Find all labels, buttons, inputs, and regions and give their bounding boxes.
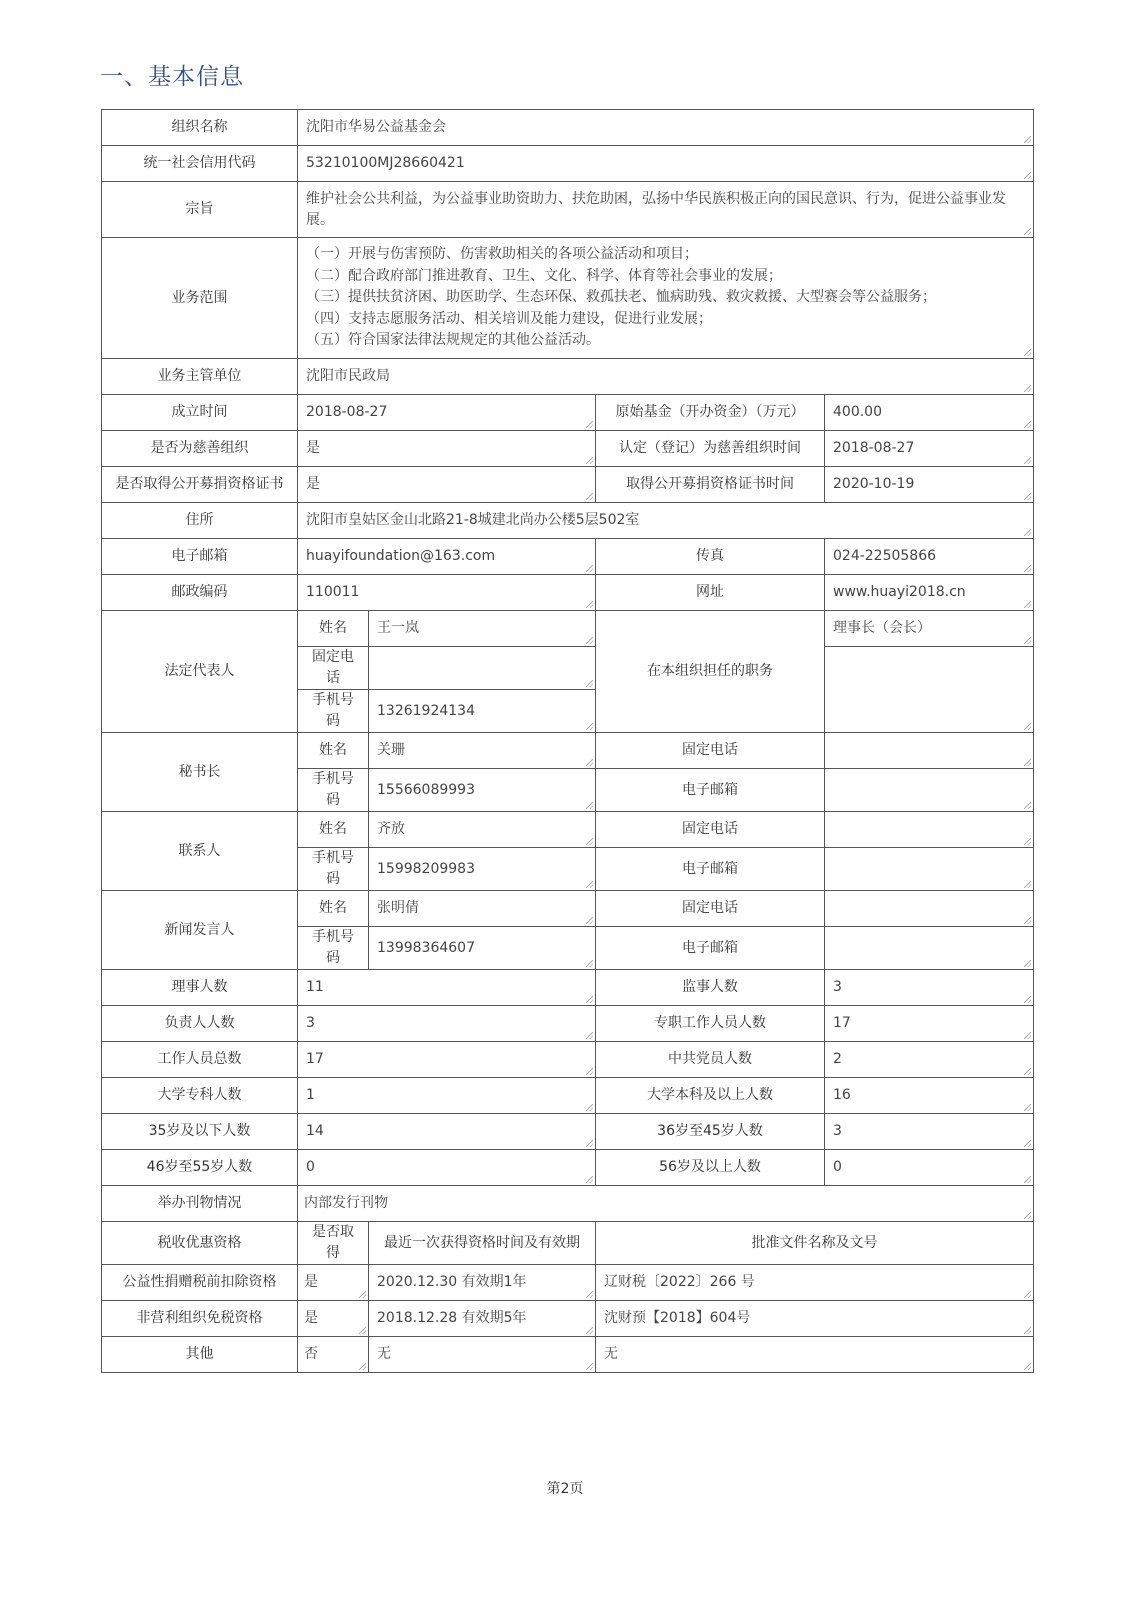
publication-value[interactable]: 内部发行刊物 xyxy=(298,1186,1034,1222)
stat-value[interactable]: 1 xyxy=(298,1078,596,1114)
contact-name-value[interactable]: 齐放 xyxy=(369,812,596,848)
email-label: 电子邮箱 xyxy=(102,539,298,575)
stat-value[interactable]: 14 xyxy=(298,1114,596,1150)
fax-value[interactable]: 024-22505866 xyxy=(825,539,1034,575)
legal-rep-label: 法定代表人 xyxy=(102,611,298,733)
row-secretary-name xyxy=(102,733,1034,769)
stat-value[interactable]: 3 xyxy=(825,970,1034,1006)
secretary-mobile-label: 手机号码 xyxy=(298,769,369,812)
address-label: 住所 xyxy=(102,503,298,539)
secretary-label: 秘书长 xyxy=(102,733,298,812)
row-spokesperson-name xyxy=(102,891,1034,927)
row-address xyxy=(102,503,1034,539)
basic-info-table xyxy=(101,109,1034,1373)
stats-row xyxy=(102,1006,1034,1042)
charity-label: 是否为慈善组织 xyxy=(102,431,298,467)
contact-phone-value[interactable] xyxy=(825,812,1034,848)
row-org-name xyxy=(102,110,1034,146)
stat-label: 大学专科人数 xyxy=(102,1078,298,1114)
fundraise-date-label: 取得公开募捐资格证书时间 xyxy=(596,467,825,503)
stat-value[interactable]: 2 xyxy=(825,1042,1034,1078)
row-purpose xyxy=(102,182,1034,238)
tax-row xyxy=(102,1265,1034,1301)
contact-mobile-label: 手机号码 xyxy=(298,848,369,891)
tax-name: 公益性捐赠税前扣除资格 xyxy=(102,1265,298,1301)
stat-label: 理事人数 xyxy=(102,970,298,1006)
website-value[interactable]: www.huayi2018.cn xyxy=(825,575,1034,611)
tax-period[interactable]: 2018.12.28 有效期5年 xyxy=(369,1301,596,1337)
tax-header-cell: 批准文件名称及文号 xyxy=(596,1222,1034,1265)
address-value[interactable]: 沈阳市皇姑区金山北路21-8城建北尚办公楼5层502室 xyxy=(298,503,1034,539)
contact-phone-label: 固定电话 xyxy=(596,812,825,848)
spokesperson-label: 新闻发言人 xyxy=(102,891,298,970)
org-name-value[interactable]: 沈阳市华易公益基金会 xyxy=(298,110,1034,146)
founded-label: 成立时间 xyxy=(102,395,298,431)
row-charity xyxy=(102,431,1034,467)
fundraise-date-value[interactable]: 2020-10-19 xyxy=(825,467,1034,503)
contact-label: 联系人 xyxy=(102,812,298,891)
tax-header-cell: 是否取得 xyxy=(298,1222,369,1265)
contact-email-label: 电子邮箱 xyxy=(596,848,825,891)
row-email xyxy=(102,539,1034,575)
stat-label: 监事人数 xyxy=(596,970,825,1006)
row-postcode xyxy=(102,575,1034,611)
stats-row xyxy=(102,1150,1034,1186)
stats-row xyxy=(102,1078,1034,1114)
stat-value[interactable]: 3 xyxy=(825,1114,1034,1150)
legal-rep-position-extra[interactable] xyxy=(825,647,1034,733)
fax-label: 传真 xyxy=(596,539,825,575)
secretary-phone-value[interactable] xyxy=(825,733,1034,769)
tax-doc[interactable]: 辽财税〔2022〕266 号 xyxy=(596,1265,1034,1301)
stat-value[interactable]: 0 xyxy=(825,1150,1034,1186)
tax-name: 其他 xyxy=(102,1337,298,1373)
stat-value[interactable]: 17 xyxy=(825,1006,1034,1042)
row-legal-rep-name xyxy=(102,611,1034,647)
legal-rep-phone-label: 固定电话 xyxy=(298,647,369,690)
credit-code-value[interactable]: 53210100MJ28660421 xyxy=(298,146,1034,182)
stat-label: 56岁及以上人数 xyxy=(596,1150,825,1186)
stat-value[interactable]: 16 xyxy=(825,1078,1034,1114)
postcode-label: 邮政编码 xyxy=(102,575,298,611)
spokesperson-email-label: 电子邮箱 xyxy=(596,927,825,970)
stat-label: 负责人人数 xyxy=(102,1006,298,1042)
website-label: 网址 xyxy=(596,575,825,611)
page-number: 第2页 xyxy=(546,1481,584,1497)
stat-label: 工作人员总数 xyxy=(102,1042,298,1078)
legal-rep-name-value[interactable]: 王一岚 xyxy=(369,611,596,647)
scope-label: 业务范围 xyxy=(102,238,298,359)
scope-line: （五）符合国家法律法规规定的其他公益活动。 xyxy=(306,332,600,349)
scope-line: （二）配合政府部门推进教育、卫生、文化、科学、体育等社会事业的发展； xyxy=(306,267,782,284)
publication-label: 举办刊物情况 xyxy=(102,1186,298,1222)
charity-value[interactable]: 是 xyxy=(298,431,596,467)
stat-label: 46岁至55岁人数 xyxy=(102,1150,298,1186)
authority-value[interactable]: 沈阳市民政局 xyxy=(298,359,1034,395)
spokesperson-mobile-label: 手机号码 xyxy=(298,927,369,970)
secretary-name-label: 姓名 xyxy=(298,733,369,769)
scope-line: （四）支持志愿服务活动、相关培训及能力建设，促进行业发展； xyxy=(306,310,712,327)
row-contact-name xyxy=(102,812,1034,848)
row-publication xyxy=(102,1186,1034,1222)
postcode-value[interactable]: 110011 xyxy=(298,575,596,611)
contact-mobile-value[interactable]: 15998209983 xyxy=(369,848,596,891)
stat-value[interactable]: 11 xyxy=(298,970,596,1006)
legal-rep-mobile-label: 手机号码 xyxy=(298,690,369,733)
founded-value[interactable]: 2018-08-27 xyxy=(298,395,596,431)
legal-rep-position-label: 在本组织担任的职务 xyxy=(596,611,825,733)
spokesperson-email-value[interactable] xyxy=(825,927,1034,970)
fundraise-value[interactable]: 是 xyxy=(298,467,596,503)
stat-label: 专职工作人员人数 xyxy=(596,1006,825,1042)
tax-row xyxy=(102,1337,1034,1373)
tax-obtained[interactable]: 是 xyxy=(298,1265,369,1301)
stat-label: 35岁及以下人数 xyxy=(102,1114,298,1150)
spokesperson-name-value[interactable]: 张明倩 xyxy=(369,891,596,927)
scope-line: （三）提供扶贫济困、助医助学、生态环保、救孤扶老、恤病助残、救灾救援、大型赛会等公益服务； xyxy=(306,289,936,306)
tax-doc[interactable]: 无 xyxy=(596,1337,1034,1373)
spokesperson-name-label: 姓名 xyxy=(298,891,369,927)
charity-date-label: 认定（登记）为慈善组织时间 xyxy=(596,431,825,467)
stats-row xyxy=(102,970,1034,1006)
org-name-label: 组织名称 xyxy=(102,110,298,146)
secretary-email-value[interactable] xyxy=(825,769,1034,812)
spokesperson-mobile-value[interactable]: 13998364607 xyxy=(369,927,596,970)
stats-row xyxy=(102,1114,1034,1150)
secretary-mobile-value[interactable]: 15566089993 xyxy=(369,769,596,812)
spokesperson-phone-label: 固定电话 xyxy=(596,891,825,927)
tax-header-cell: 税收优惠资格 xyxy=(102,1222,298,1265)
purpose-label: 宗旨 xyxy=(102,182,298,238)
tax-name: 非营利组织免税资格 xyxy=(102,1301,298,1337)
purpose-value[interactable]: 维护社会公共利益，为公益事业助资助力、扶危助困，弘扬中华民族积极正向的国民意识、行为，促进公益事业发展。 xyxy=(298,182,1034,238)
stat-label: 36岁至45岁人数 xyxy=(596,1114,825,1150)
tax-period[interactable]: 无 xyxy=(369,1337,596,1373)
legal-rep-mobile-value[interactable]: 13261924134 xyxy=(369,690,596,733)
scope-value[interactable] xyxy=(298,238,1034,359)
legal-rep-name-label: 姓名 xyxy=(298,611,369,647)
fundraise-label: 是否取得公开募捐资格证书 xyxy=(102,467,298,503)
secretary-phone-label: 固定电话 xyxy=(596,733,825,769)
row-scope xyxy=(102,238,1034,359)
contact-email-value[interactable] xyxy=(825,848,1034,891)
tax-obtained[interactable]: 是 xyxy=(298,1301,369,1337)
stat-value[interactable]: 3 xyxy=(298,1006,596,1042)
stats-row xyxy=(102,1042,1034,1078)
authority-label: 业务主管单位 xyxy=(102,359,298,395)
email-value[interactable]: huayifoundation@163.com xyxy=(298,539,596,575)
fund-label: 原始基金（开办资金）（万元） xyxy=(596,395,825,431)
legal-rep-position-value[interactable]: 理事长（会长） xyxy=(825,611,1034,647)
row-authority xyxy=(102,359,1034,395)
tax-header-cell: 最近一次获得资格时间及有效期 xyxy=(369,1222,596,1265)
legal-rep-phone-value[interactable] xyxy=(369,647,596,690)
tax-obtained[interactable]: 否 xyxy=(298,1337,369,1373)
tax-row xyxy=(102,1301,1034,1337)
row-credit-code xyxy=(102,146,1034,182)
secretary-name-value[interactable]: 关珊 xyxy=(369,733,596,769)
credit-code-label: 统一社会信用代码 xyxy=(102,146,298,182)
stat-value[interactable]: 0 xyxy=(298,1150,596,1186)
row-fundraise xyxy=(102,467,1034,503)
section-title: 一、基本信息 xyxy=(100,64,244,90)
charity-date-value[interactable]: 2018-08-27 xyxy=(825,431,1034,467)
contact-name-label: 姓名 xyxy=(298,812,369,848)
secretary-email-label: 电子邮箱 xyxy=(596,769,825,812)
stat-label: 中共党员人数 xyxy=(596,1042,825,1078)
tax-doc[interactable]: 沈财预【2018】604号 xyxy=(596,1301,1034,1337)
spokesperson-phone-value[interactable] xyxy=(825,891,1034,927)
tax-header-row xyxy=(102,1222,1034,1265)
tax-period[interactable]: 2020.12.30 有效期1年 xyxy=(369,1265,596,1301)
stat-value[interactable]: 17 xyxy=(298,1042,596,1078)
stat-label: 大学本科及以上人数 xyxy=(596,1078,825,1114)
row-founded xyxy=(102,395,1034,431)
scope-line: （一）开展与伤害预防、伤害救助相关的各项公益活动和项目； xyxy=(306,246,698,263)
fund-value[interactable]: 400.00 xyxy=(825,395,1034,431)
